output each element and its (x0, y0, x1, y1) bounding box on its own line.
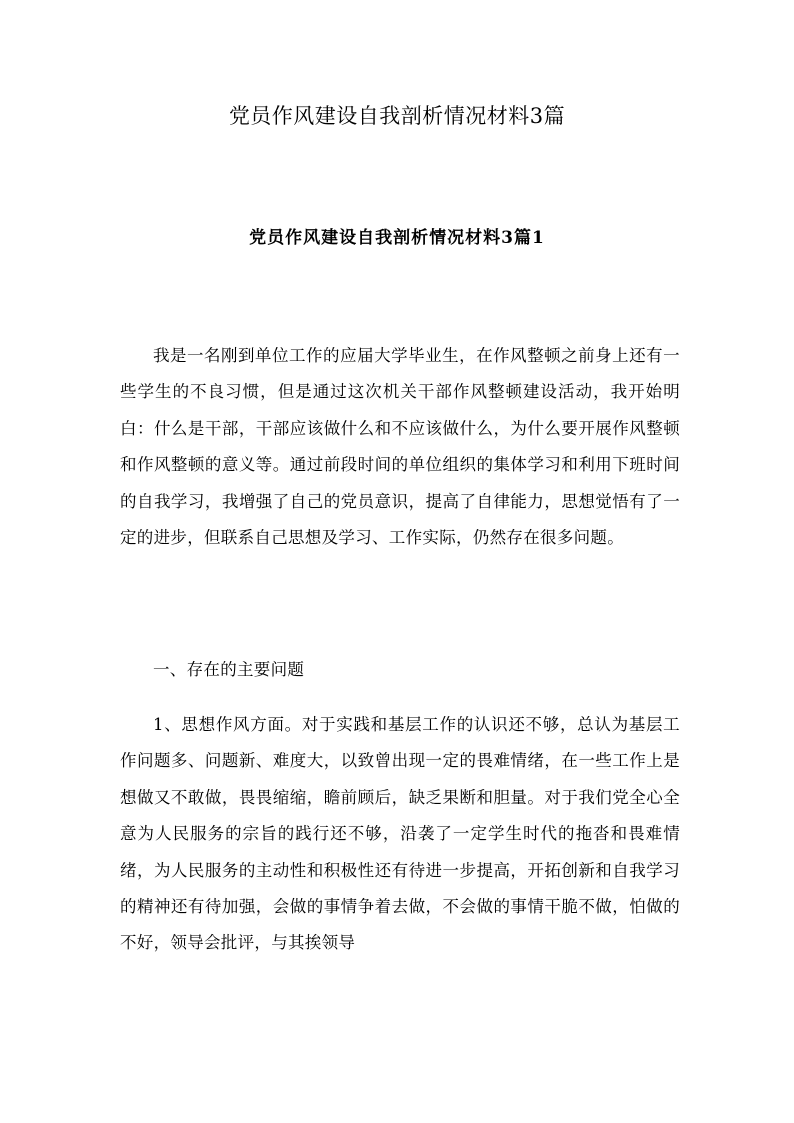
paragraph-thinking-style: 1、思想作风方面。对于实践和基层工作的认识还不够，总认为基层工作问题多、问题新、难度大，以致曾出现一定的畏难情绪，在一些工作上是想做又不敢做，畏畏缩缩，瞻前顾后，缺乏果断和胆量。对于我们党全心全意为人民服务的宗旨的践行还不够，沿袭了一定学生时代的拖沓和畏难情绪，为人民服务的主动性和积极性还有待进一步提高，开拓创新和自我学习的精神还有待加强，会做的事情争着去做，不会做的事情干脆不做，怕做的不好，领导会批评，与其挨领导 (120, 715, 680, 953)
section-heading: 一、存在的主要问题 (153, 660, 305, 679)
paragraph-intro: 我是一名刚到单位工作的应届大学毕业生，在作风整顿之前身上还有一些学生的不良习惯，但是通过这次机关干部作风整顿建设活动，我开始明白：什么是干部，干部应该做什么和不应该做什么，为什么要开展作风整顿和作风整顿的意义等。通过前段时间的单位组织的集体学习和利用下班时间的自我学习，我增强了自己的党员意识，提高了自律能力，思想觉悟有了一定的进步，但联系自己思想及学习、工作实际，仍然存在很多问题。 (120, 346, 680, 548)
section-title: 党员作风建设自我剖析情况材料3篇1 (249, 228, 545, 248)
document-title: 党员作风建设自我剖析情况材料3篇 (228, 104, 566, 128)
